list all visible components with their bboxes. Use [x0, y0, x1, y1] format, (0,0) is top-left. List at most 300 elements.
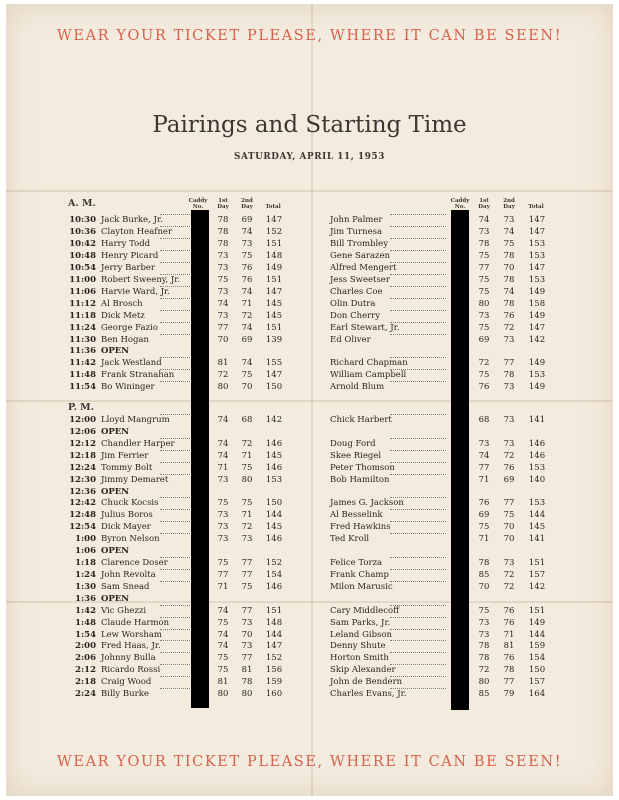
- tee-time: 12:00: [69, 415, 96, 425]
- event-date: SATURDAY, APRIL 11, 1953: [234, 152, 385, 162]
- day2-score: 73: [503, 558, 515, 569]
- day1-score: 73: [217, 286, 229, 297]
- player-name: Olin Dutra: [330, 298, 376, 309]
- day2-score: 79: [503, 689, 515, 700]
- day1-score: 75: [217, 274, 229, 285]
- leader-dots: [160, 310, 190, 311]
- player-name: Vic Ghezzi: [101, 605, 147, 616]
- player-name: Craig Wood: [101, 677, 152, 688]
- tee-time: 1:24: [75, 569, 96, 580]
- player-name: Charles Coe: [330, 286, 383, 297]
- player-name: Doug Ford: [330, 438, 376, 449]
- day2-score: 73: [503, 334, 515, 345]
- tee-time: 11:06: [69, 286, 96, 297]
- leader-dots: [390, 310, 446, 311]
- day2-score: 78: [503, 665, 515, 676]
- tee-time: 1:36: [75, 593, 96, 604]
- paper-fold-horizontal: [6, 400, 613, 402]
- day2-score: 75: [503, 510, 515, 521]
- day2-score: 70: [241, 382, 253, 393]
- total-score: 151: [528, 558, 546, 569]
- day2-header-left: 2nd Day: [241, 198, 253, 210]
- day1-score: 73: [217, 510, 229, 521]
- total-score: 146: [265, 462, 283, 473]
- day1-header-left: 1st Day: [217, 198, 229, 210]
- day1-score: 75: [478, 522, 490, 533]
- day2-score: 73: [503, 215, 515, 225]
- day2-score: 76: [503, 310, 515, 321]
- player-name: Al Besselink: [330, 510, 383, 521]
- player-name: Earl Stewart, Jr.: [330, 322, 400, 333]
- leader-dots: [160, 640, 190, 641]
- leader-dots: [390, 497, 446, 498]
- day1-score: 71: [478, 534, 490, 545]
- player-name: Julius Boros: [101, 510, 153, 521]
- player-name: Chuck Kocsis: [101, 498, 159, 509]
- tee-time: 11:48: [69, 370, 96, 381]
- day2-score: 73: [503, 382, 515, 393]
- leader-dots: [160, 298, 190, 299]
- total-score: 145: [265, 522, 283, 533]
- player-name: Jack Burke, Jr.: [101, 215, 163, 225]
- day2-score: 70: [503, 262, 515, 273]
- tee-time: 12:36: [69, 486, 96, 497]
- leader-dots: [160, 557, 190, 558]
- caddy-header-left: Caddy No.: [188, 198, 208, 210]
- day2-score: 77: [503, 677, 515, 688]
- day2-score: 75: [241, 581, 253, 592]
- tee-time: 12:12: [69, 438, 96, 449]
- leader-dots: [160, 322, 190, 323]
- leader-dots: [390, 664, 446, 665]
- player-name: John Revolta: [101, 569, 156, 580]
- open-slot: OPEN: [101, 546, 130, 557]
- day1-score: 76: [478, 382, 490, 393]
- total-score: 147: [528, 215, 546, 225]
- day2-score: 70: [503, 522, 515, 533]
- pairing-row: [0, 286, 619, 298]
- day1-score: 78: [217, 238, 229, 249]
- day1-score: 70: [478, 581, 490, 592]
- player-name: Arnold Blum: [330, 382, 385, 393]
- tee-time: 10:36: [69, 226, 96, 237]
- player-name: Harvie Ward, Jr.: [101, 286, 171, 297]
- total-score: 153: [528, 238, 546, 249]
- total-score: 157: [528, 569, 546, 580]
- leader-dots: [160, 286, 190, 287]
- day2-score: 74: [241, 286, 253, 297]
- day1-score: 74: [217, 605, 229, 616]
- leader-dots: [390, 450, 446, 451]
- total-score: 149: [528, 617, 546, 628]
- open-slot-row: [0, 345, 619, 357]
- total-score: 152: [265, 558, 283, 569]
- day2-score: 74: [241, 322, 253, 333]
- pairing-row: [0, 334, 619, 346]
- day1-score: 73: [217, 474, 229, 485]
- leader-dots: [160, 414, 190, 415]
- pairing-row: [0, 322, 619, 334]
- day1-score: 77: [478, 462, 490, 473]
- leader-dots: [390, 617, 446, 618]
- leader-dots: [390, 298, 446, 299]
- day2-score: 75: [241, 370, 253, 381]
- leader-dots: [390, 322, 446, 323]
- day1-score: 75: [217, 558, 229, 569]
- tee-time: 11:30: [69, 334, 96, 345]
- day1-score: 78: [478, 653, 490, 664]
- total-score: 145: [265, 310, 283, 321]
- leader-dots: [160, 676, 190, 677]
- total-score: 149: [265, 262, 283, 273]
- player-name: John de Bendern: [330, 677, 403, 688]
- player-name: Bill Trombley: [330, 238, 389, 249]
- player-name: Peter Thomson: [330, 462, 395, 473]
- day1-score: 78: [478, 641, 490, 652]
- total-score: 146: [265, 534, 283, 545]
- day2-score: 76: [503, 605, 515, 616]
- day1-score: 75: [217, 498, 229, 509]
- total-score: 146: [265, 581, 283, 592]
- tee-time: 12:18: [69, 450, 96, 461]
- leader-dots: [390, 214, 446, 215]
- day1-score: 69: [478, 510, 490, 521]
- tee-time: 12:30: [69, 474, 96, 485]
- player-name: Gene Sarazen: [330, 250, 391, 261]
- day2-score: 71: [241, 298, 253, 309]
- leader-dots: [160, 214, 190, 215]
- pairing-row: [0, 381, 619, 393]
- total-score: 153: [528, 498, 546, 509]
- day2-score: 73: [503, 438, 515, 449]
- leader-dots: [390, 286, 446, 287]
- pairing-row: [0, 414, 619, 426]
- leader-dots: [390, 474, 446, 475]
- total-score: 155: [265, 358, 283, 369]
- tee-time: 1:18: [75, 558, 96, 569]
- day2-score: 74: [503, 286, 515, 297]
- day1-score: 73: [478, 617, 490, 628]
- tee-time: 11:42: [69, 358, 96, 369]
- pairing-row: [0, 369, 619, 381]
- leader-dots: [390, 381, 446, 382]
- day2-score: 76: [503, 462, 515, 473]
- tee-time: 1:30: [75, 581, 96, 592]
- total-score: 149: [528, 382, 546, 393]
- tee-time: 2:06: [75, 653, 96, 664]
- leader-dots: [390, 274, 446, 275]
- total-score: 158: [528, 298, 546, 309]
- total-score: 153: [528, 370, 546, 381]
- player-name: Cary Middlecoff: [330, 605, 400, 616]
- day2-score: 71: [241, 450, 253, 461]
- leader-dots: [390, 629, 446, 630]
- day1-score: 74: [478, 215, 490, 225]
- total-score: 145: [265, 298, 283, 309]
- day2-score: 73: [241, 534, 253, 545]
- player-name: Byron Nelson: [101, 534, 160, 545]
- leader-dots: [390, 509, 446, 510]
- day2-score: 68: [241, 415, 253, 425]
- day2-score: 75: [241, 498, 253, 509]
- open-slot-row: [0, 486, 619, 498]
- total-score: 147: [528, 322, 546, 333]
- total-score: 144: [265, 629, 283, 640]
- day1-score: 73: [478, 226, 490, 237]
- day1-score: 72: [478, 358, 490, 369]
- total-score: 149: [528, 358, 546, 369]
- tee-time: 1:54: [75, 629, 96, 640]
- day2-score: 76: [241, 262, 253, 273]
- pairing-row: [0, 310, 619, 322]
- day1-score: 74: [217, 450, 229, 461]
- total-score: 140: [528, 474, 546, 485]
- leader-dots: [390, 521, 446, 522]
- pairing-row: [0, 688, 619, 700]
- player-name: Horton Smith: [330, 653, 389, 664]
- pairing-row: [0, 617, 619, 629]
- pairing-row: [0, 497, 619, 509]
- leader-dots: [390, 605, 446, 606]
- day2-score: 77: [503, 498, 515, 509]
- pairing-row: [0, 664, 619, 676]
- day2-score: 72: [503, 322, 515, 333]
- pairing-row: [0, 581, 619, 593]
- leader-dots: [160, 262, 190, 263]
- open-slot: OPEN: [101, 346, 130, 357]
- pairing-row: [0, 569, 619, 581]
- pairing-row: [0, 450, 619, 462]
- leader-dots: [160, 569, 190, 570]
- day2-score: 70: [503, 534, 515, 545]
- player-name: Sam Parks, Jr.: [330, 617, 391, 628]
- leader-dots: [390, 688, 446, 689]
- player-name: Skip Alexander: [330, 665, 396, 676]
- day1-score: 74: [217, 641, 229, 652]
- total-score: 147: [265, 286, 283, 297]
- tee-time: 1:48: [75, 617, 96, 628]
- leader-dots: [160, 450, 190, 451]
- tee-time: 2:24: [75, 689, 96, 700]
- pairing-row: [0, 214, 619, 226]
- total-score: 156: [265, 665, 283, 676]
- leader-dots: [160, 617, 190, 618]
- total-score: 153: [528, 462, 546, 473]
- player-name: Charles Evans, Jr.: [330, 689, 407, 700]
- total-score: 147: [265, 370, 283, 381]
- leader-dots: [390, 438, 446, 439]
- player-name: Ted Kroll: [330, 534, 370, 545]
- day2-score: 78: [503, 298, 515, 309]
- day1-score: 76: [478, 498, 490, 509]
- pairing-row: [0, 509, 619, 521]
- tee-time: 11:24: [69, 322, 96, 333]
- tee-time: 11:00: [69, 274, 96, 285]
- tee-time: 10:48: [69, 250, 96, 261]
- tee-time: 11:36: [69, 346, 96, 357]
- leader-dots: [390, 640, 446, 641]
- open-slot: OPEN: [101, 593, 130, 604]
- total-score: 150: [528, 665, 546, 676]
- player-name: Denny Shute: [330, 641, 386, 652]
- pairing-row: [0, 462, 619, 474]
- player-name: Frank Stranahan: [101, 370, 175, 381]
- leader-dots: [160, 462, 190, 463]
- pairing-row: [0, 250, 619, 262]
- total-score: 147: [528, 262, 546, 273]
- day1-score: 85: [478, 569, 490, 580]
- leader-dots: [390, 238, 446, 239]
- day2-score: 75: [241, 462, 253, 473]
- day1-score: 75: [217, 665, 229, 676]
- tee-time: 2:18: [75, 677, 96, 688]
- day1-score: 80: [217, 689, 229, 700]
- player-name: James G. Jackson: [330, 498, 404, 509]
- player-name: Bo Wininger: [101, 382, 155, 393]
- day1-score: 78: [478, 238, 490, 249]
- leader-dots: [390, 414, 446, 415]
- player-name: Milon Marusic: [330, 581, 393, 592]
- day2-score: 74: [503, 226, 515, 237]
- total-score: 149: [528, 310, 546, 321]
- player-name: Jim Turnesa: [330, 226, 383, 237]
- leader-dots: [160, 381, 190, 382]
- total-score: 144: [528, 510, 546, 521]
- pairing-row: [0, 605, 619, 617]
- day2-score: 77: [503, 358, 515, 369]
- tee-time: 1:42: [75, 605, 96, 616]
- player-name: Leland Gibson: [330, 629, 392, 640]
- leader-dots: [160, 250, 190, 251]
- player-name: Al Brosch: [101, 298, 143, 309]
- day1-score: 73: [478, 438, 490, 449]
- leader-dots: [160, 369, 190, 370]
- total-score: 146: [528, 450, 546, 461]
- total-score: 139: [265, 334, 283, 345]
- total-score: 159: [265, 677, 283, 688]
- day1-score: 80: [478, 677, 490, 688]
- leader-dots: [390, 369, 446, 370]
- player-name: Skee Riegel: [330, 450, 382, 461]
- leader-dots: [160, 533, 190, 534]
- player-name: Claude Harmon: [101, 617, 170, 628]
- leader-dots: [160, 274, 190, 275]
- pairing-row: [0, 521, 619, 533]
- pairing-row: [0, 652, 619, 664]
- open-slot-row: [0, 593, 619, 605]
- day1-score: 74: [217, 629, 229, 640]
- total-score: 147: [528, 226, 546, 237]
- player-name: Frank Champ: [330, 569, 389, 580]
- total-score: 164: [528, 689, 546, 700]
- open-slot-row: [0, 426, 619, 438]
- day2-score: 69: [503, 474, 515, 485]
- day1-score: 74: [217, 298, 229, 309]
- day2-score: 77: [241, 558, 253, 569]
- day1-score: 75: [478, 605, 490, 616]
- total-score: 146: [265, 438, 283, 449]
- day1-score: 75: [478, 250, 490, 261]
- tee-time: 2:12: [75, 665, 96, 676]
- day1-score: 73: [217, 262, 229, 273]
- tee-time: 11:54: [69, 382, 96, 393]
- pairing-row: [0, 533, 619, 545]
- total-score: 151: [528, 605, 546, 616]
- pairing-row: [0, 676, 619, 688]
- pairing-row: [0, 438, 619, 450]
- tee-time: 1:00: [75, 534, 96, 545]
- leader-dots: [160, 509, 190, 510]
- open-slot: OPEN: [101, 426, 130, 437]
- leader-dots: [160, 652, 190, 653]
- tee-time: 12:54: [69, 522, 96, 533]
- day1-score: 75: [478, 274, 490, 285]
- day1-score: 74: [217, 415, 229, 425]
- day2-score: 74: [241, 226, 253, 237]
- player-name: George Fazio: [101, 322, 158, 333]
- day2-score: 76: [503, 617, 515, 628]
- day2-score: 75: [241, 250, 253, 261]
- day1-score: 81: [217, 677, 229, 688]
- day1-score: 77: [217, 569, 229, 580]
- pairing-row: [0, 298, 619, 310]
- day2-score: 77: [241, 605, 253, 616]
- day2-score: 78: [241, 677, 253, 688]
- day2-score: 80: [241, 689, 253, 700]
- total-score: 141: [528, 534, 546, 545]
- player-name: Henry Picard: [101, 250, 159, 261]
- leader-dots: [160, 226, 190, 227]
- total-score: 151: [265, 274, 283, 285]
- day1-score: 71: [478, 474, 490, 485]
- player-name: Jerry Barber: [101, 262, 155, 273]
- player-name: Clayton Heafner: [101, 226, 173, 237]
- day2-score: 72: [241, 522, 253, 533]
- leader-dots: [160, 605, 190, 606]
- player-name: Harry Todd: [101, 238, 151, 249]
- total-score: 154: [265, 569, 283, 580]
- pairing-row: [0, 474, 619, 486]
- pairing-row: [0, 226, 619, 238]
- total-score: 145: [265, 450, 283, 461]
- pairing-row: [0, 357, 619, 369]
- total-score: 147: [265, 215, 283, 225]
- day2-score: 70: [241, 629, 253, 640]
- tee-time: 1:06: [75, 546, 96, 557]
- caddy-header-right: Caddy No.: [450, 198, 470, 210]
- day2-score: 69: [241, 334, 253, 345]
- total-score: 150: [265, 382, 283, 393]
- day2-score: 71: [241, 510, 253, 521]
- day1-score: 71: [217, 462, 229, 473]
- total-score: 150: [265, 498, 283, 509]
- day2-score: 69: [241, 215, 253, 225]
- day1-score: 73: [217, 250, 229, 261]
- day2-score: 71: [503, 629, 515, 640]
- leader-dots: [160, 334, 190, 335]
- player-name: Lew Worsham: [101, 629, 162, 640]
- day1-score: 69: [478, 334, 490, 345]
- total-score: 149: [528, 286, 546, 297]
- leader-dots: [390, 569, 446, 570]
- total-score: 154: [528, 653, 546, 664]
- day1-score: 74: [478, 450, 490, 461]
- day1-score: 73: [478, 310, 490, 321]
- leader-dots: [160, 497, 190, 498]
- player-name: Tommy Bolt: [101, 462, 153, 473]
- day1-score: 78: [478, 558, 490, 569]
- total-header-left: Total: [265, 204, 281, 210]
